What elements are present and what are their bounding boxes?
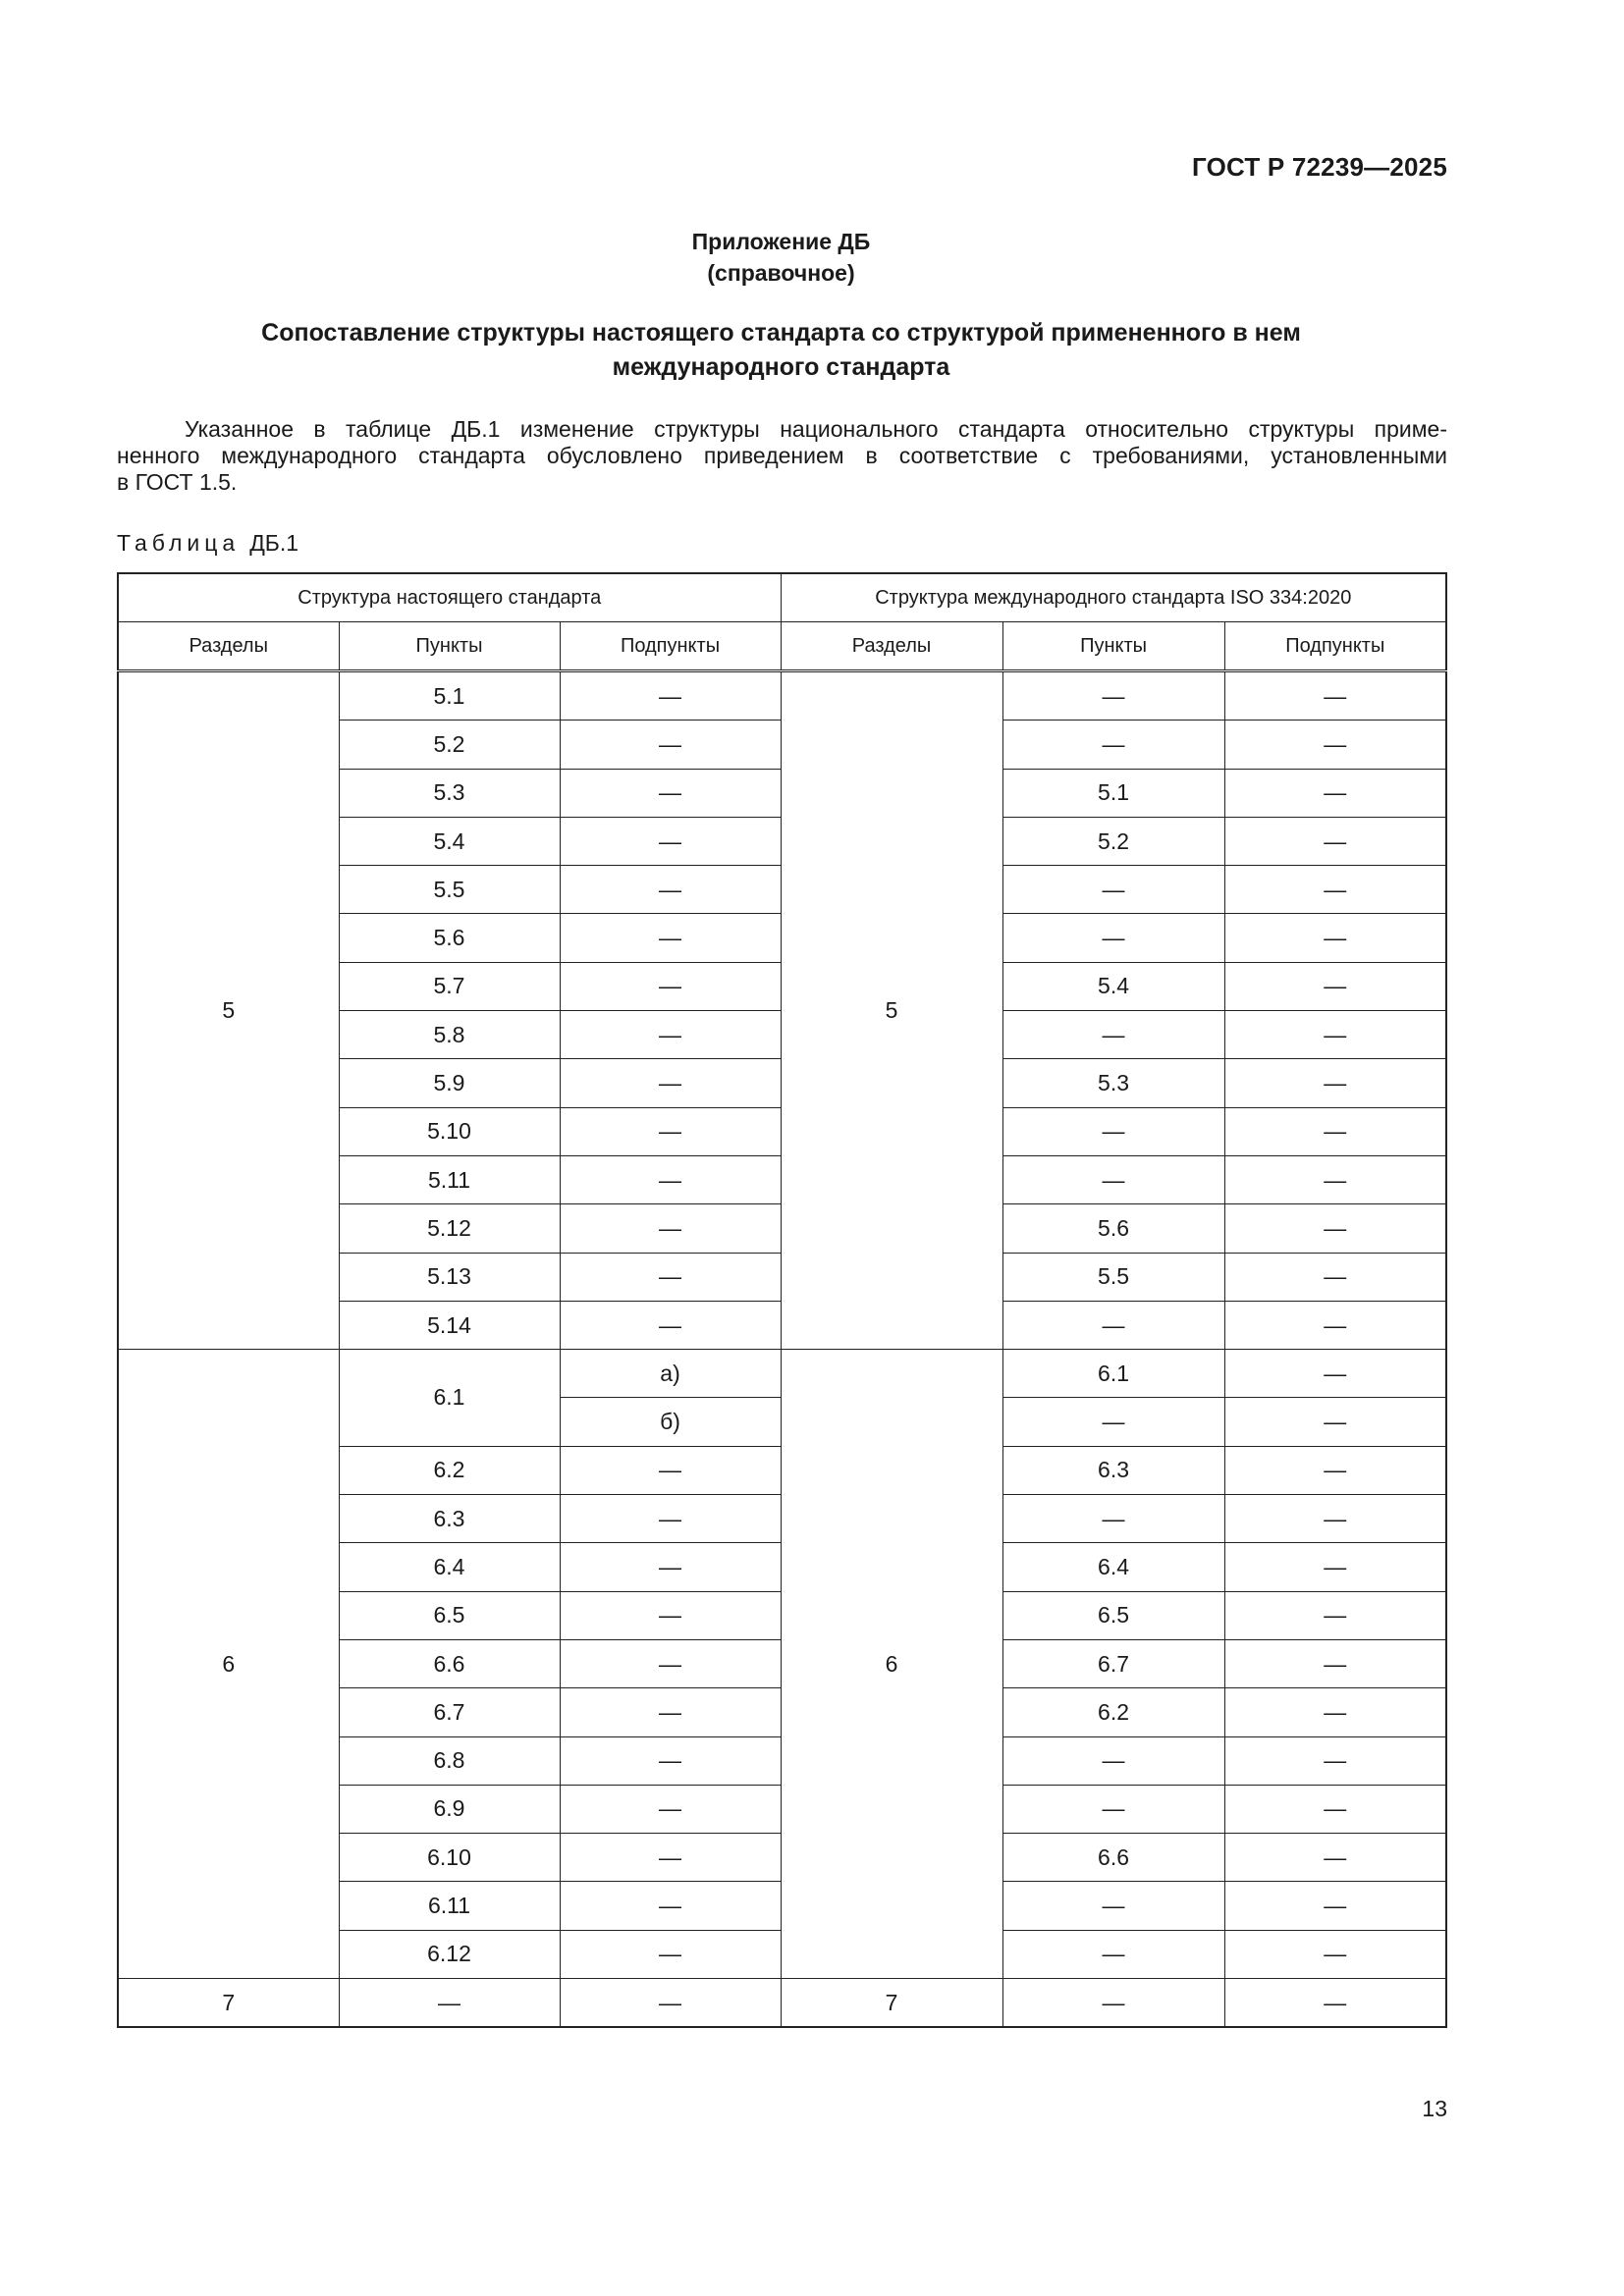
item-cell: — [1002, 671, 1224, 721]
item-cell: 6.6 [339, 1639, 560, 1687]
table-column-header-row [118, 622, 1446, 671]
subitem-cell: — [560, 1059, 781, 1107]
item-cell: — [1002, 1930, 1224, 1978]
item-cell: 6.10 [339, 1834, 560, 1882]
item-cell: — [1002, 1979, 1224, 2028]
item-cell: — [1002, 721, 1224, 769]
item-cell: 6.3 [339, 1495, 560, 1543]
item-cell: 5.5 [1002, 1253, 1224, 1301]
intro-paragraph [117, 416, 1447, 496]
item-cell: — [1002, 1107, 1224, 1155]
appendix-note: (справочное) [707, 260, 855, 286]
item-cell: 6.2 [1002, 1688, 1224, 1736]
item-cell: 5.10 [339, 1107, 560, 1155]
item-cell: 6.4 [1002, 1543, 1224, 1591]
item-cell: 6.3 [1002, 1446, 1224, 1494]
item-cell: 5.1 [339, 671, 560, 721]
item-cell: — [1002, 1736, 1224, 1785]
item-cell: 6.5 [339, 1591, 560, 1639]
item-cell: 6.9 [339, 1785, 560, 1833]
section-cell: 7 [118, 1979, 339, 2028]
subitem-cell: — [560, 1882, 781, 1930]
appendix-label: Приложение ДБ [691, 229, 871, 254]
subitem-cell: — [560, 671, 781, 721]
subitem-cell: — [560, 1979, 781, 2028]
subitem-cell: — [1224, 1204, 1446, 1253]
group-header-international: Структура международного стандарта ISO 334:2020 [781, 573, 1446, 622]
item-cell: — [339, 1979, 560, 2028]
item-cell: 6.1 [1002, 1350, 1224, 1398]
subitem-cell: — [1224, 1543, 1446, 1591]
col-header-items: Пункты [1002, 622, 1224, 671]
subitem-cell: — [1224, 1882, 1446, 1930]
section-cell: 7 [781, 1979, 1002, 2028]
subitem-cell: — [1224, 1301, 1446, 1349]
item-cell: 6.6 [1002, 1834, 1224, 1882]
subitem-cell: — [560, 721, 781, 769]
item-cell: 5.6 [1002, 1204, 1224, 1253]
item-cell: — [1002, 866, 1224, 914]
intro-line-3: в ГОСТ 1.5. [117, 469, 238, 495]
item-cell: — [1002, 1785, 1224, 1833]
subitem-cell: — [560, 1834, 781, 1882]
subitem-cell: — [560, 1543, 781, 1591]
item-cell: — [1002, 1398, 1224, 1446]
item-cell: — [1002, 1011, 1224, 1059]
subitem-cell: — [560, 866, 781, 914]
subitem-cell: — [1224, 1930, 1446, 1978]
col-header-sections: Разделы [781, 622, 1002, 671]
subitem-cell: — [560, 914, 781, 962]
item-cell: 5.14 [339, 1301, 560, 1349]
subitem-cell: — [1224, 1011, 1446, 1059]
section-cell: 5 [118, 671, 339, 1350]
group-header-national: Структура настоящего стандарта [118, 573, 781, 622]
appendix-title [0, 316, 1562, 385]
col-header-sections: Разделы [118, 622, 339, 671]
subitem-cell: — [1224, 1736, 1446, 1785]
item-cell: 6.11 [339, 1882, 560, 1930]
item-cell: 6.12 [339, 1930, 560, 1978]
subitem-cell: — [560, 1011, 781, 1059]
item-cell: 5.2 [339, 721, 560, 769]
subitem-cell: — [560, 1785, 781, 1833]
table-row [118, 671, 1446, 721]
subitem-cell: — [1224, 1398, 1446, 1446]
subitem-cell: — [560, 769, 781, 817]
item-cell: 6.5 [1002, 1591, 1224, 1639]
title-line-1: Сопоставление структуры настоящего стандарта со структурой примененного в нем [261, 319, 1301, 347]
subitem-cell: — [1224, 769, 1446, 817]
subitem-cell: — [560, 1930, 781, 1978]
subitem-cell: — [1224, 1446, 1446, 1494]
subitem-cell: — [1224, 1591, 1446, 1639]
col-header-subitems: Подпункты [560, 622, 781, 671]
item-cell: 5.5 [339, 866, 560, 914]
item-cell: 5.9 [339, 1059, 560, 1107]
item-cell: — [1002, 1301, 1224, 1349]
section-cell: 6 [118, 1350, 339, 1979]
item-cell: 5.2 [1002, 817, 1224, 865]
subitem-cell: — [1224, 1107, 1446, 1155]
subitem-cell: — [1224, 1834, 1446, 1882]
subitem-cell: — [1224, 1785, 1446, 1833]
subitem-cell: — [1224, 914, 1446, 962]
item-cell: 5.3 [1002, 1059, 1224, 1107]
item-cell: — [1002, 1155, 1224, 1203]
table-row [118, 1350, 1446, 1398]
table-caption-number: ДБ.1 [249, 530, 299, 556]
item-cell: 6.1 [339, 1350, 560, 1447]
item-cell: 5.4 [1002, 962, 1224, 1010]
table-row [118, 1979, 1446, 2028]
item-cell: — [1002, 914, 1224, 962]
item-cell: — [1002, 1495, 1224, 1543]
subitem-cell: — [560, 1736, 781, 1785]
subitem-cell: — [560, 1204, 781, 1253]
item-cell: 5.11 [339, 1155, 560, 1203]
item-cell: 5.13 [339, 1253, 560, 1301]
subitem-cell: — [1224, 1253, 1446, 1301]
subitem-cell: — [1224, 671, 1446, 721]
item-cell: — [1002, 1882, 1224, 1930]
item-cell: 6.7 [1002, 1639, 1224, 1687]
subitem-cell: — [1224, 1639, 1446, 1687]
item-cell: 5.6 [339, 914, 560, 962]
subitem-cell: — [1224, 1155, 1446, 1203]
item-cell: 5.3 [339, 769, 560, 817]
item-cell: 6.7 [339, 1688, 560, 1736]
appendix-heading [0, 226, 1562, 289]
intro-line-1: Указанное в таблице ДБ.1 изменение структуры национального стандарта относительно структуры приме- [185, 416, 1447, 442]
item-cell: 6.8 [339, 1736, 560, 1785]
subitem-cell: а) [560, 1350, 781, 1398]
subitem-cell: — [560, 1688, 781, 1736]
subitem-cell: — [560, 1155, 781, 1203]
document-code: ГОСТ Р 72239—2025 [1192, 152, 1447, 182]
subitem-cell: — [560, 1591, 781, 1639]
subitem-cell: — [560, 1253, 781, 1301]
table-caption-word: Таблица [117, 530, 241, 556]
subitem-cell: — [560, 817, 781, 865]
item-cell: 6.4 [339, 1543, 560, 1591]
subitem-cell: — [1224, 817, 1446, 865]
subitem-cell: — [560, 1639, 781, 1687]
structure-comparison-table [117, 572, 1447, 2028]
col-header-subitems: Подпункты [1224, 622, 1446, 671]
subitem-cell: — [1224, 1350, 1446, 1398]
subitem-cell: — [560, 1107, 781, 1155]
subitem-cell: — [1224, 1979, 1446, 2028]
subitem-cell: — [560, 1446, 781, 1494]
table-caption [117, 530, 298, 557]
item-cell: 5.4 [339, 817, 560, 865]
subitem-cell: — [1224, 721, 1446, 769]
item-cell: 5.1 [1002, 769, 1224, 817]
section-cell: 6 [781, 1350, 1002, 1979]
item-cell: 6.2 [339, 1446, 560, 1494]
item-cell: 5.7 [339, 962, 560, 1010]
subitem-cell: — [1224, 1688, 1446, 1736]
subitem-cell: б) [560, 1398, 781, 1446]
subitem-cell: — [1224, 1059, 1446, 1107]
intro-line-2: ненного международного стандарта обусловлено приведением в соответствие с требованиями, установленными [117, 443, 1447, 468]
title-line-2: международного стандарта [612, 353, 950, 381]
subitem-cell: — [560, 1301, 781, 1349]
subitem-cell: — [560, 962, 781, 1010]
subitem-cell: — [1224, 866, 1446, 914]
subitem-cell: — [1224, 1495, 1446, 1543]
col-header-items: Пункты [339, 622, 560, 671]
subitem-cell: — [1224, 962, 1446, 1010]
section-cell: 5 [781, 671, 1002, 1350]
subitem-cell: — [560, 1495, 781, 1543]
item-cell: 5.8 [339, 1011, 560, 1059]
table-group-header-row [118, 573, 1446, 622]
item-cell: 5.12 [339, 1204, 560, 1253]
page-number: 13 [1422, 2096, 1447, 2121]
